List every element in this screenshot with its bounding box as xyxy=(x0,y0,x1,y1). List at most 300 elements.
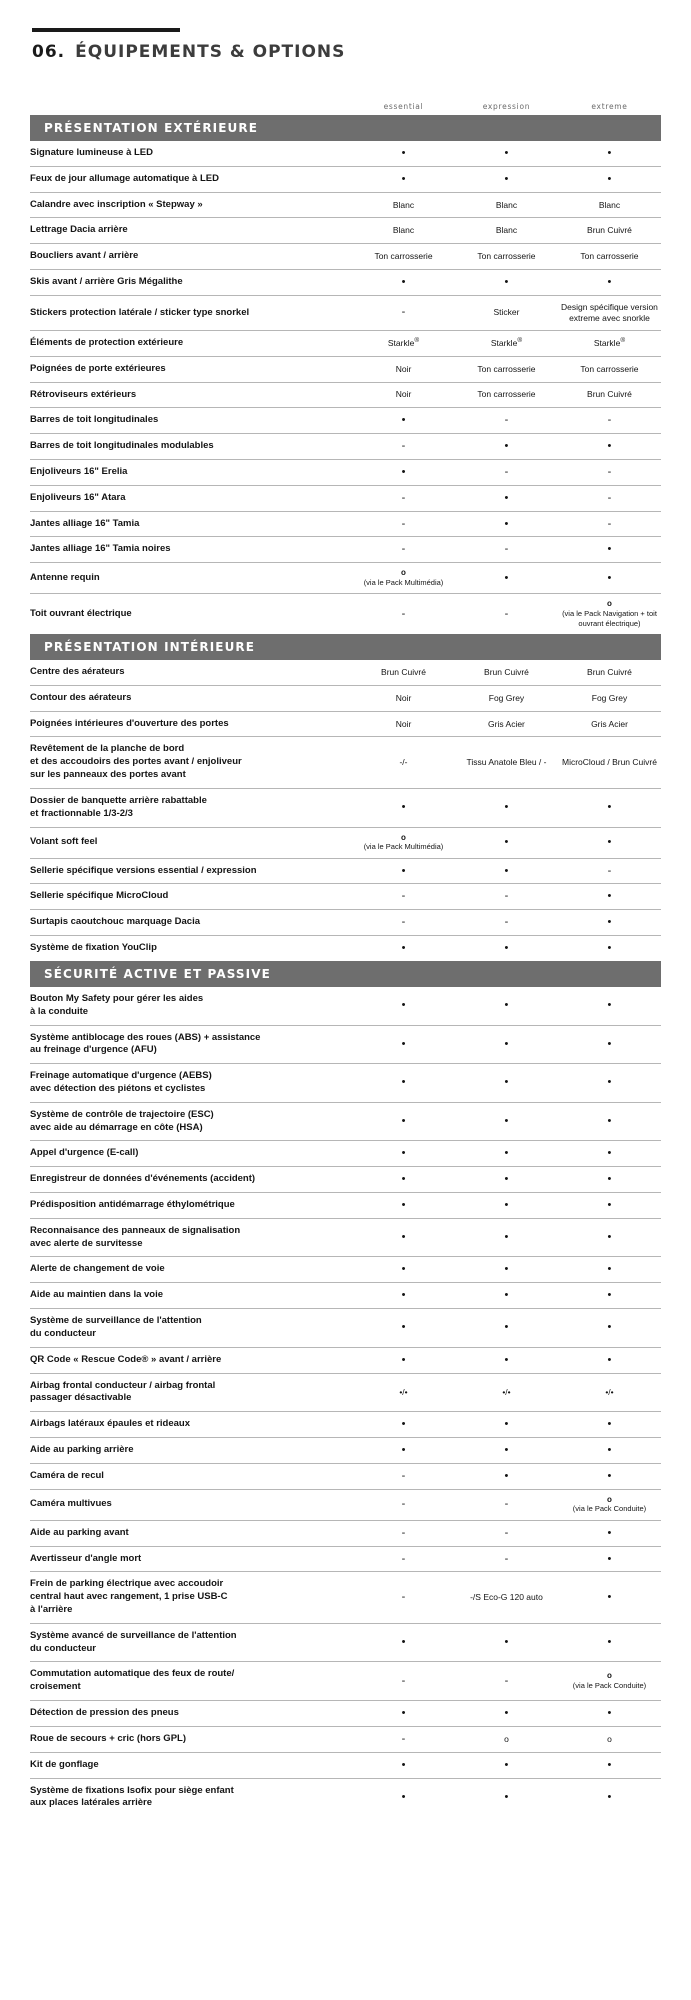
cell-essential: Ton carrosserie xyxy=(352,244,455,270)
cell-expression: • xyxy=(455,1283,558,1309)
cell-essential: Brun Cuivré xyxy=(381,666,426,677)
cell-extreme: Blanc xyxy=(558,192,661,218)
cell-extreme: Brun Cuivré xyxy=(558,382,661,408)
cell-essential: • xyxy=(352,1778,455,1816)
page-header xyxy=(0,0,691,62)
cell-essential: • xyxy=(352,1257,455,1283)
section-banner-title: SÉCURITÉ ACTIVE ET PASSIVE xyxy=(30,961,661,987)
cell-extreme: • xyxy=(558,1412,661,1438)
cell-essential: Noir xyxy=(352,382,455,408)
cell-extreme xyxy=(558,594,661,634)
cell-expression: - xyxy=(455,1662,558,1701)
row-label: Poignées de porte extérieures xyxy=(30,356,352,382)
cell-essential: • xyxy=(352,1064,455,1103)
row-label: QR Code « Rescue Code® » avant / arrière xyxy=(30,1347,352,1373)
table-row xyxy=(30,1701,661,1727)
cell-essential: - xyxy=(352,1726,455,1752)
cell-essential: - xyxy=(352,485,455,511)
cell-extreme: • xyxy=(558,788,661,827)
cell-essential xyxy=(352,827,455,858)
row-label: Airbag frontal conducteur / airbag frontal passager désactivable xyxy=(30,1373,352,1412)
row-label: Jantes alliage 16" Tamia xyxy=(30,511,352,537)
option-note: (via le Pack Multimédia) xyxy=(363,578,444,588)
option-note: (via le Pack Multimédia) xyxy=(363,842,444,852)
column-header-extreme: extreme xyxy=(591,102,628,111)
cell-extreme: • xyxy=(558,1218,661,1257)
cell-expression: • xyxy=(455,858,558,884)
cell-essential: - xyxy=(352,1489,455,1520)
cell-extreme: - xyxy=(558,858,661,884)
registered-mark: ® xyxy=(414,337,420,345)
cell-essential: • xyxy=(352,1025,455,1064)
cell-expression: • xyxy=(455,1193,558,1219)
cell-extreme: • xyxy=(607,146,612,159)
table-row xyxy=(30,711,661,737)
cell-essential: Noir xyxy=(352,356,455,382)
table-row xyxy=(30,1309,661,1348)
cell-extreme: • xyxy=(558,1520,661,1546)
row-label: Centre des aérateurs xyxy=(30,666,125,677)
cell-expression: • xyxy=(455,1167,558,1193)
table-row xyxy=(30,1257,661,1283)
section-banner-title: PRÉSENTATION INTÉRIEURE xyxy=(30,634,661,660)
cell-extreme: • xyxy=(558,1546,661,1572)
table-row xyxy=(30,910,661,936)
row-label: Stickers protection latérale / sticker type snorkel xyxy=(30,295,352,330)
table-row xyxy=(30,1662,661,1701)
table-row xyxy=(30,434,661,460)
table-row xyxy=(30,594,661,634)
table-row xyxy=(30,356,661,382)
section-banner xyxy=(30,634,661,660)
cell-essential: - xyxy=(352,1572,455,1623)
table-row xyxy=(30,485,661,511)
cell-extreme: • xyxy=(558,563,661,594)
row-label: Dossier de banquette arrière rabattable et fractionnable 1/3-2/3 xyxy=(30,788,352,827)
cell-essential: • xyxy=(352,460,455,486)
section-number: 06. xyxy=(32,42,66,62)
table-row xyxy=(30,192,661,218)
cell-extreme: • xyxy=(558,1064,661,1103)
table-row xyxy=(30,330,661,356)
cell-extreme: - xyxy=(558,460,661,486)
table-row xyxy=(30,1463,661,1489)
column-header-essential: essential xyxy=(383,102,424,111)
row-label: Barres de toit longitudinales xyxy=(30,408,352,434)
cell-expression: -/S Eco-G 120 auto xyxy=(455,1572,558,1623)
section-banner-title: PRÉSENTATION EXTÉRIEURE xyxy=(30,115,661,141)
cell-expression: • xyxy=(455,511,558,537)
cell-essential: • xyxy=(352,270,455,296)
cell-extreme: Ton carrosserie xyxy=(558,356,661,382)
row-label: Lettrage Dacia arrière xyxy=(30,218,352,244)
cell-expression: Starkle® xyxy=(455,330,558,356)
cell-expression: Ton carrosserie xyxy=(455,382,558,408)
cell-essential: • xyxy=(352,1218,455,1257)
row-label: Avertisseur d'angle mort xyxy=(30,1546,352,1572)
cell-expression: - xyxy=(455,1546,558,1572)
table-row xyxy=(30,511,661,537)
row-label: Enjoliveurs 16" Atara xyxy=(30,485,352,511)
row-label: Système de fixations Isofix pour siège enfant aux places latérales arrière xyxy=(30,1778,352,1816)
cell-expression: • xyxy=(455,1412,558,1438)
cell-essential: Blanc xyxy=(352,192,455,218)
cell-expression: • xyxy=(455,1218,558,1257)
cell-extreme: • xyxy=(558,1167,661,1193)
table-row xyxy=(30,1572,661,1623)
table-row xyxy=(30,244,661,270)
cell-extreme: • xyxy=(558,1572,661,1623)
table-row xyxy=(30,1347,661,1373)
row-label: Aide au maintien dans la voie xyxy=(30,1283,352,1309)
cell-extreme: Brun Cuivré xyxy=(587,666,632,677)
cell-expression: • xyxy=(455,1141,558,1167)
cell-extreme: - xyxy=(558,511,661,537)
option-marker: o xyxy=(607,1671,612,1681)
cell-essential: •/• xyxy=(352,1373,455,1412)
cell-expression: - xyxy=(455,460,558,486)
cell-expression: • xyxy=(455,166,558,192)
cell-essential: - xyxy=(352,434,455,460)
cell-expression: • xyxy=(455,936,558,961)
option-marker: o xyxy=(401,832,406,842)
row-label: Aide au parking arrière xyxy=(30,1437,352,1463)
cell-extreme: • xyxy=(558,1752,661,1778)
cell-expression: • xyxy=(455,827,558,858)
cell-extreme: • xyxy=(558,1141,661,1167)
cell-extreme: Brun Cuivré xyxy=(558,218,661,244)
table-row xyxy=(30,1489,661,1520)
row-label: Barres de toit longitudinales modulables xyxy=(30,434,352,460)
row-label: Roue de secours + cric (hors GPL) xyxy=(30,1726,352,1752)
row-label: Caméra de recul xyxy=(30,1463,352,1489)
cell-expression: • xyxy=(455,1778,558,1816)
row-label: Reconnaisance des panneaux de signalisation avec alerte de survitesse xyxy=(30,1218,352,1257)
option-note: (via le Pack Conduite) xyxy=(572,1680,647,1690)
table-row xyxy=(30,218,661,244)
table-row xyxy=(30,884,661,910)
cell-essential: Blanc xyxy=(352,218,455,244)
cell-extreme: • xyxy=(558,1257,661,1283)
cell-extreme: • xyxy=(558,1778,661,1816)
cell-essential: • xyxy=(352,1193,455,1219)
cell-extreme: • xyxy=(558,1025,661,1064)
row-label: Skis avant / arrière Gris Mégalithe xyxy=(30,270,352,296)
cell-expression: - xyxy=(455,408,558,434)
option-marker: o xyxy=(607,1494,612,1504)
cell-expression: Ton carrosserie xyxy=(455,244,558,270)
registered-mark: ® xyxy=(620,337,626,345)
cell-essential: • xyxy=(352,788,455,827)
cell-expression: • xyxy=(455,434,558,460)
cell-extreme: • xyxy=(558,1283,661,1309)
cell-expression: • xyxy=(455,1257,558,1283)
row-label: Système avancé de surveillance de l'attention du conducteur xyxy=(30,1623,352,1662)
row-label: Éléments de protection extérieure xyxy=(30,330,352,356)
cell-expression: Tissu Anatole Bleu / - xyxy=(455,737,558,788)
row-label: Feux de jour allumage automatique à LED xyxy=(30,166,352,192)
row-label: Calandre avec inscription « Stepway » xyxy=(30,192,352,218)
cell-extreme: • xyxy=(558,270,661,296)
cell-essential: - xyxy=(352,537,455,563)
row-label: Volant soft feel xyxy=(30,827,352,858)
cell-extreme: • xyxy=(558,936,661,961)
cell-expression: • xyxy=(455,788,558,827)
row-label: Commutation automatique des feux de route/ croisement xyxy=(30,1662,352,1701)
cell-essential: • xyxy=(352,858,455,884)
table-row xyxy=(30,858,661,884)
table-row xyxy=(30,1726,661,1752)
row-label: Jantes alliage 16" Tamia noires xyxy=(30,537,352,563)
cell-expression: • xyxy=(455,1064,558,1103)
table-row xyxy=(30,1064,661,1103)
row-label: Airbags latéraux épaules et rideaux xyxy=(30,1412,352,1438)
spec-table xyxy=(30,102,661,1816)
section-banner xyxy=(30,961,661,987)
table-row xyxy=(30,660,661,685)
option-note: (via le Pack Conduite) xyxy=(572,1504,647,1514)
cell-extreme xyxy=(558,1489,661,1520)
row-label: Alerte de changement de voie xyxy=(30,1257,352,1283)
cell-expression: Blanc xyxy=(455,192,558,218)
row-label: Sellerie spécifique MicroCloud xyxy=(30,884,352,910)
cell-essential: • xyxy=(352,1412,455,1438)
cell-expression: • xyxy=(455,485,558,511)
table-row xyxy=(30,1412,661,1438)
cell-extreme: • xyxy=(558,166,661,192)
cell-expression: • xyxy=(455,1752,558,1778)
option-note: (via le Pack Navigation + toit ouvrant électrique) xyxy=(562,609,657,628)
cell-expression: - xyxy=(455,537,558,563)
table-row xyxy=(30,166,661,192)
table-row xyxy=(30,1623,661,1662)
table-row xyxy=(30,1778,661,1816)
cell-essential: • xyxy=(352,1167,455,1193)
cell-expression: •/• xyxy=(455,1373,558,1412)
row-label: Appel d'urgence (E-call) xyxy=(30,1141,352,1167)
page-title xyxy=(32,42,659,62)
cell-extreme: MicroCloud / Brun Cuivré xyxy=(558,737,661,788)
cell-essential: • xyxy=(401,146,406,159)
section-title: ÉQUIPEMENTS & OPTIONS xyxy=(75,42,346,62)
table-row xyxy=(30,382,661,408)
row-label: Aide au parking avant xyxy=(30,1520,352,1546)
table-row xyxy=(30,987,661,1025)
spec-table-container xyxy=(0,102,691,1816)
section-banner xyxy=(30,115,661,141)
cell-extreme: • xyxy=(558,910,661,936)
row-label: Prédisposition antidémarrage éthylométrique xyxy=(30,1193,352,1219)
cell-expression: Brun Cuivré xyxy=(484,666,529,677)
table-row xyxy=(30,1752,661,1778)
row-label: Antenne requin xyxy=(30,563,352,594)
column-header-row xyxy=(30,102,661,115)
row-label: Frein de parking électrique avec accoudoir central haut avec rangement, 1 prise USB-C à l'arrière xyxy=(30,1572,352,1623)
cell-extreme: • xyxy=(558,1347,661,1373)
row-label: Sellerie spécifique versions essential / expression xyxy=(30,858,352,884)
cell-essential: - xyxy=(352,594,455,634)
row-label: Enregistreur de données d'événements (accident) xyxy=(30,1167,352,1193)
cell-expression: • xyxy=(504,999,509,1012)
header-rule xyxy=(32,28,180,32)
table-row xyxy=(30,563,661,594)
cell-expression: Ton carrosserie xyxy=(455,356,558,382)
cell-expression: • xyxy=(504,146,509,159)
cell-extreme: • xyxy=(558,884,661,910)
cell-essential: • xyxy=(352,1141,455,1167)
row-label: Enjoliveurs 16" Erelia xyxy=(30,460,352,486)
cell-expression: - xyxy=(455,884,558,910)
column-header-expression: expression xyxy=(482,102,531,111)
table-row xyxy=(30,685,661,711)
table-row xyxy=(30,1025,661,1064)
table-row xyxy=(30,295,661,330)
row-label: Surtapis caoutchouc marquage Dacia xyxy=(30,910,352,936)
cell-extreme: • xyxy=(558,1193,661,1219)
cell-expression: • xyxy=(455,1437,558,1463)
cell-essential: • xyxy=(352,166,455,192)
cell-expression: o xyxy=(455,1726,558,1752)
cell-essential: Noir xyxy=(352,685,455,711)
cell-essential: • xyxy=(352,408,455,434)
table-row xyxy=(30,270,661,296)
cell-extreme: Ton carrosserie xyxy=(558,244,661,270)
cell-extreme: • xyxy=(558,1102,661,1141)
cell-essential: -/- xyxy=(352,737,455,788)
row-label: Caméra multivues xyxy=(30,1489,352,1520)
cell-essential: - xyxy=(352,910,455,936)
option-marker: o xyxy=(607,599,612,609)
cell-essential xyxy=(352,563,455,594)
table-row xyxy=(30,936,661,961)
cell-expression: • xyxy=(455,1347,558,1373)
table-row xyxy=(30,408,661,434)
cell-essential: Noir xyxy=(352,711,455,737)
cell-extreme: o xyxy=(558,1726,661,1752)
cell-essential: • xyxy=(401,999,406,1012)
cell-essential: - xyxy=(352,1520,455,1546)
cell-extreme: Gris Acier xyxy=(558,711,661,737)
column-header-label xyxy=(30,102,352,115)
cell-essential: • xyxy=(352,1283,455,1309)
table-row xyxy=(30,1520,661,1546)
cell-expression: • xyxy=(455,1102,558,1141)
table-row xyxy=(30,141,661,166)
row-label: Revêtement de la planche de bord et des accoudoirs des portes avant / enjoliveur sur les panneaux des portes avant xyxy=(30,737,352,788)
table-row xyxy=(30,460,661,486)
cell-essential: • xyxy=(352,1347,455,1373)
cell-expression: - xyxy=(455,910,558,936)
cell-expression: • xyxy=(455,270,558,296)
row-label: Kit de gonflage xyxy=(30,1752,352,1778)
row-label: Boucliers avant / arrière xyxy=(30,244,352,270)
cell-expression: - xyxy=(455,594,558,634)
cell-expression: Blanc xyxy=(455,218,558,244)
cell-extreme xyxy=(558,1662,661,1701)
row-label: Détection de pression des pneus xyxy=(30,1701,352,1727)
table-row xyxy=(30,1283,661,1309)
cell-extreme: - xyxy=(558,485,661,511)
cell-essential: • xyxy=(352,1752,455,1778)
cell-expression: • xyxy=(455,563,558,594)
row-label: Bouton My Safety pour gérer les aides à la conduite xyxy=(30,992,204,1017)
table-row xyxy=(30,1193,661,1219)
table-row xyxy=(30,537,661,563)
cell-expression: - xyxy=(455,1520,558,1546)
table-row xyxy=(30,1546,661,1572)
cell-extreme: • xyxy=(558,1437,661,1463)
cell-extreme: • xyxy=(558,827,661,858)
cell-expression: Fog Grey xyxy=(455,685,558,711)
row-label: Système de contrôle de trajectoire (ESC) avec aide au démarrage en côte (HSA) xyxy=(30,1102,352,1141)
cell-essential: - xyxy=(352,1546,455,1572)
cell-essential: • xyxy=(352,1102,455,1141)
cell-essential: • xyxy=(352,1309,455,1348)
cell-essential: - xyxy=(352,295,455,330)
cell-extreme: •/• xyxy=(558,1373,661,1412)
row-label: Système de surveillance de l'attention du conducteur xyxy=(30,1309,352,1348)
table-row xyxy=(30,788,661,827)
cell-extreme: Starkle® xyxy=(558,330,661,356)
cell-essential: • xyxy=(352,1437,455,1463)
table-row xyxy=(30,827,661,858)
cell-essential: • xyxy=(352,1623,455,1662)
cell-essential: - xyxy=(352,884,455,910)
row-label: Toit ouvrant électrique xyxy=(30,594,352,634)
cell-expression: • xyxy=(455,1701,558,1727)
cell-expression: • xyxy=(455,1463,558,1489)
cell-essential: Starkle® xyxy=(352,330,455,356)
cell-extreme: • xyxy=(558,1623,661,1662)
table-row xyxy=(30,1141,661,1167)
cell-expression: • xyxy=(455,1025,558,1064)
cell-expression: - xyxy=(455,1489,558,1520)
table-row xyxy=(30,1218,661,1257)
table-row xyxy=(30,1437,661,1463)
cell-essential: - xyxy=(352,511,455,537)
table-row xyxy=(30,1373,661,1412)
cell-essential: - xyxy=(352,1662,455,1701)
row-label: Signature lumineuse à LED xyxy=(30,147,153,158)
row-label: Poignées intérieures d'ouverture des portes xyxy=(30,711,352,737)
cell-expression: • xyxy=(455,1309,558,1348)
cell-extreme: Fog Grey xyxy=(558,685,661,711)
cell-extreme: • xyxy=(558,537,661,563)
cell-essential: • xyxy=(352,936,455,961)
cell-extreme: • xyxy=(558,1463,661,1489)
row-label: Contour des aérateurs xyxy=(30,685,352,711)
row-label: Freinage automatique d'urgence (AEBS) avec détection des piétons et cyclistes xyxy=(30,1064,352,1103)
cell-essential: - xyxy=(352,1463,455,1489)
table-row xyxy=(30,1102,661,1141)
cell-essential: • xyxy=(352,1701,455,1727)
table-row xyxy=(30,737,661,788)
row-label: Système de fixation YouClip xyxy=(30,936,352,961)
cell-extreme: • xyxy=(558,1701,661,1727)
cell-extreme: • xyxy=(558,434,661,460)
cell-extreme: Design spécifique version extreme avec snorkle xyxy=(558,295,661,330)
cell-extreme: • xyxy=(607,999,612,1012)
cell-expression: • xyxy=(455,1623,558,1662)
spec-table-body xyxy=(30,102,661,1816)
row-label: Système antiblocage des roues (ABS) + assistance au freinage d'urgence (AFU) xyxy=(30,1025,352,1064)
option-marker: o xyxy=(401,568,406,578)
cell-extreme: - xyxy=(558,408,661,434)
cell-expression: Gris Acier xyxy=(455,711,558,737)
row-label: Rétroviseurs extérieurs xyxy=(30,382,352,408)
registered-mark: ® xyxy=(517,337,523,345)
table-row xyxy=(30,1167,661,1193)
